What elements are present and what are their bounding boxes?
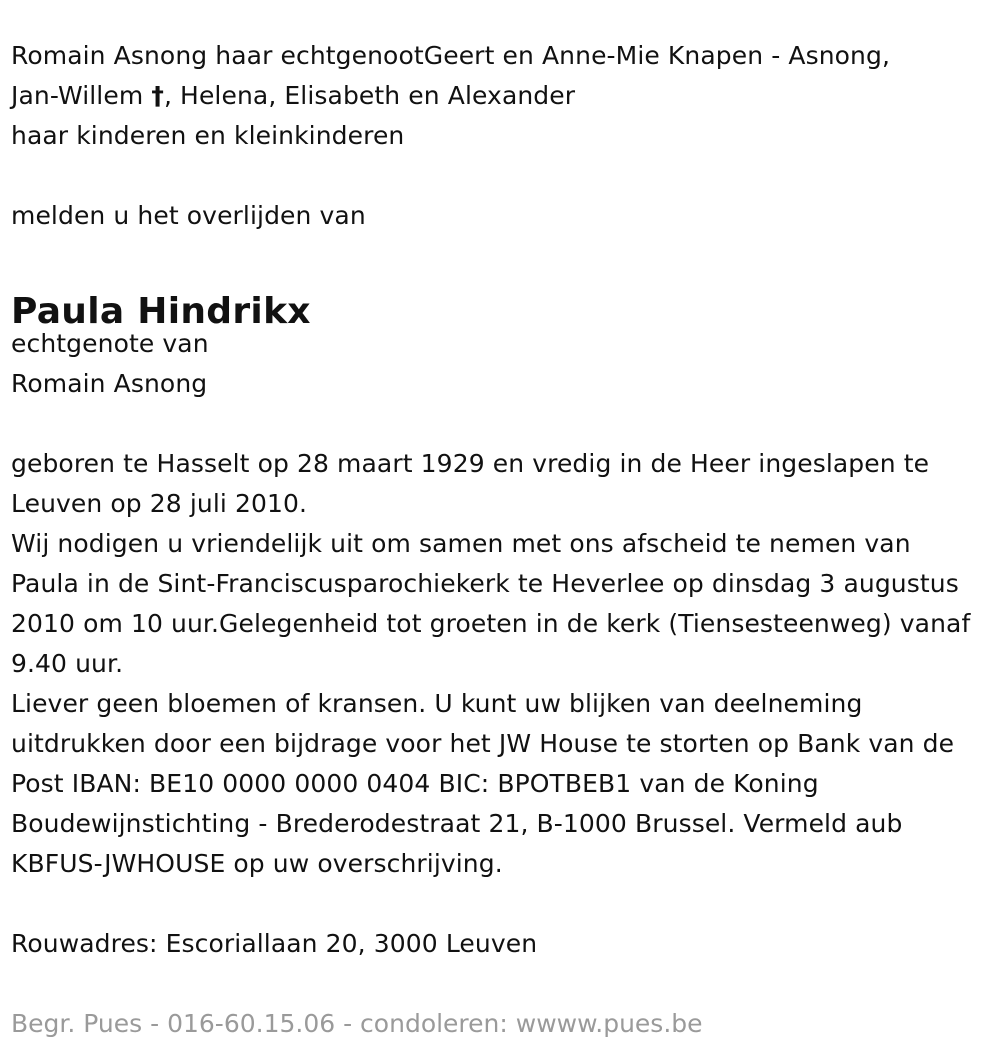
funeral-home-footer: Begr. Pues - 016-60.15.06 - condoleren: wwww.pues.be (11, 1009, 703, 1038)
family-line-2 (11, 76, 986, 116)
spacer (11, 236, 986, 276)
spacer (11, 156, 986, 196)
family-line-2-end: , Helena, Elisabeth en Alexander (163, 81, 576, 110)
donation-paragraph: Liever geen bloemen of kransen. U kunt uw blijken van deelneming uitdrukken door een bijdrage voor het JW House te storten op Bank van de Post IBAN: BE10 0000 0000 0404 BIC: BPOTBEB1 van de Koning Boudewijnstichting - Brederodestraat 21, B-1000 Brussel. Vermeld aub KBFUS-JWHOUSE op uw overschrijving. (11, 689, 955, 878)
spacer (11, 404, 986, 444)
deceased-name: Paula Hindrikx (11, 291, 311, 332)
spouse-name: Romain Asnong (11, 369, 208, 398)
family-line-1: Romain Asnong haar echtgenootGeert en Anne-Mie Knapen - Asnong, (11, 41, 891, 70)
family-line-3: haar kinderen en kleinkinderen (11, 121, 405, 150)
cross-icon: † (151, 81, 164, 110)
invitation-paragraph: Wij nodigen u vriendelijk uit om samen met ons afscheid te nemen van Paula in de Sint-Franciscusparochiekerk te Heverlee op dinsdag 3 augustus 2010 om 10 uur.Gelegenheid tot groeten in de kerk (Tiensesteenweg) vanaf 9.40 uur. (11, 529, 971, 678)
announcement-text: melden u het overlijden van (11, 201, 366, 230)
obituary-notice (11, 36, 986, 964)
family-line-2-start: Jan-Willem (11, 81, 152, 110)
relation-label: echtgenote van (11, 329, 209, 358)
spacer (11, 884, 986, 924)
mourning-address: Rouwadres: Escoriallaan 20, 3000 Leuven (11, 929, 538, 958)
birth-death-paragraph: geboren te Hasselt op 28 maart 1929 en vredig in de Heer ingeslapen te Leuven op 28 juli 2010. (11, 449, 930, 518)
